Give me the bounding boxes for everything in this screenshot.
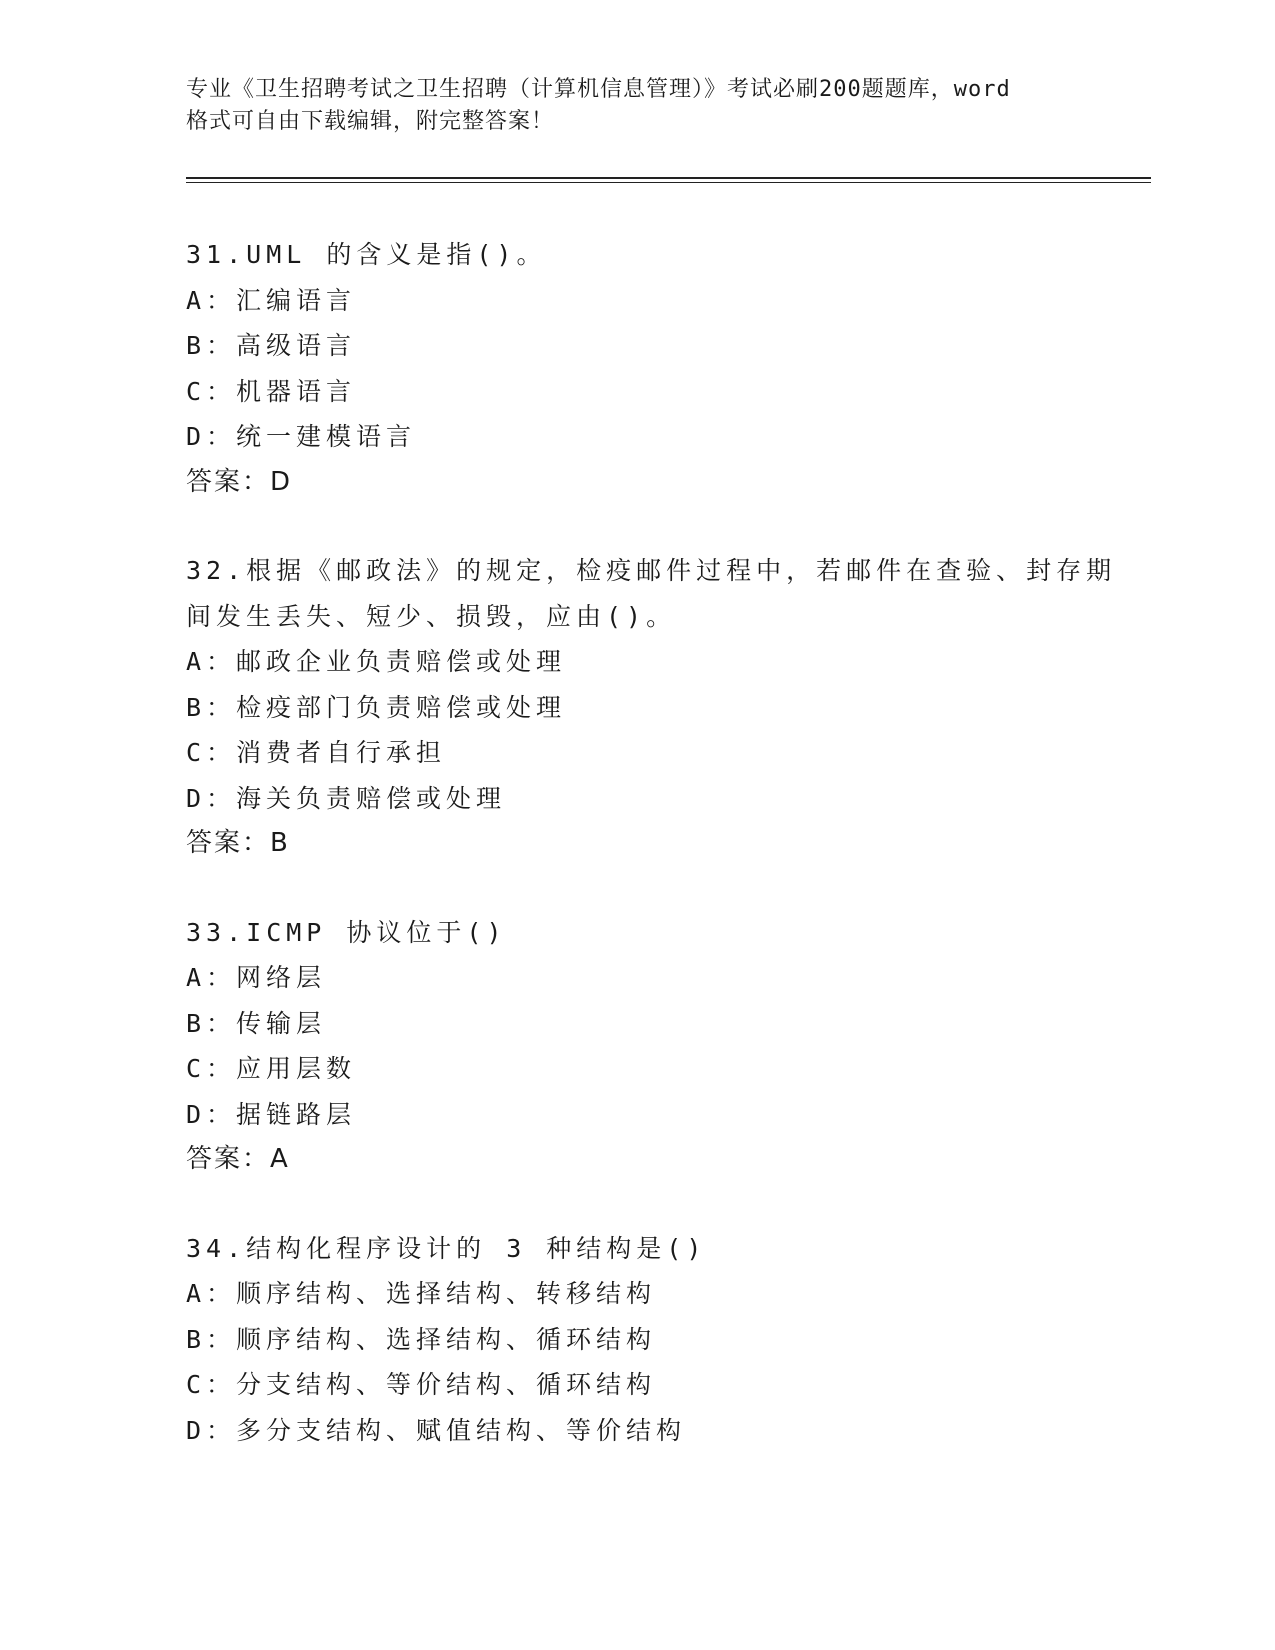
option-b: B：检疫部门负责赔偿或处理 [186,692,567,722]
question-34 [186,1226,1151,1454]
question-33 [186,910,1151,1183]
option-d: D：据链路层 [186,1099,357,1129]
option-a: A：汇编语言 [186,285,357,315]
option-c: C：机器语言 [186,376,357,406]
option-b: B：顺序结构、选择结构、循环结构 [186,1324,657,1354]
question-stem-line-1: 32.根据《邮政法》的规定，检疫邮件过程中，若邮件在查验、封存期 [186,556,1117,585]
question-stem-line-2: 间发生丢失、短少、损毁，应由()。 [186,601,677,631]
question-list [186,232,1151,1496]
option-c: C：应用层数 [186,1054,357,1083]
header-line-1: 专业《卫生招聘考试之卫生招聘（计算机信息管理）》考试必刷200题题库，word [186,77,1011,102]
option-b: B：高级语言 [186,331,357,360]
option-b: B：传输层 [186,1008,327,1038]
answer-label: 答案：A [186,1144,290,1174]
option-d: D：多分支结构、赋值结构、等价结构 [186,1415,687,1445]
option-d: D：统一建模语言 [186,422,417,451]
answer-label: 答案：B [186,828,290,858]
document-header [186,74,1086,138]
header-divider-thin [186,182,1151,183]
question-32 [186,548,1151,867]
header-divider-thick [186,177,1151,179]
question-stem: 31.UML 的含义是指()。 [186,240,547,269]
option-d: D：海关负责赔偿或处理 [186,783,507,813]
option-a: A：网络层 [186,963,327,992]
option-c: C：消费者自行承担 [186,738,447,767]
header-line-2: 格式可自由下载编辑，附完整答案！ [186,109,555,134]
question-31 [186,232,1151,505]
option-c: C：分支结构、等价结构、循环结构 [186,1370,657,1399]
question-stem: 33.ICMP 协议位于() [186,917,507,947]
option-a: A：邮政企业负责赔偿或处理 [186,647,567,676]
question-stem: 34.结构化程序设计的 3 种结构是() [186,1233,707,1263]
option-a: A：顺序结构、选择结构、转移结构 [186,1279,657,1308]
answer-label: 答案：D [186,466,293,497]
